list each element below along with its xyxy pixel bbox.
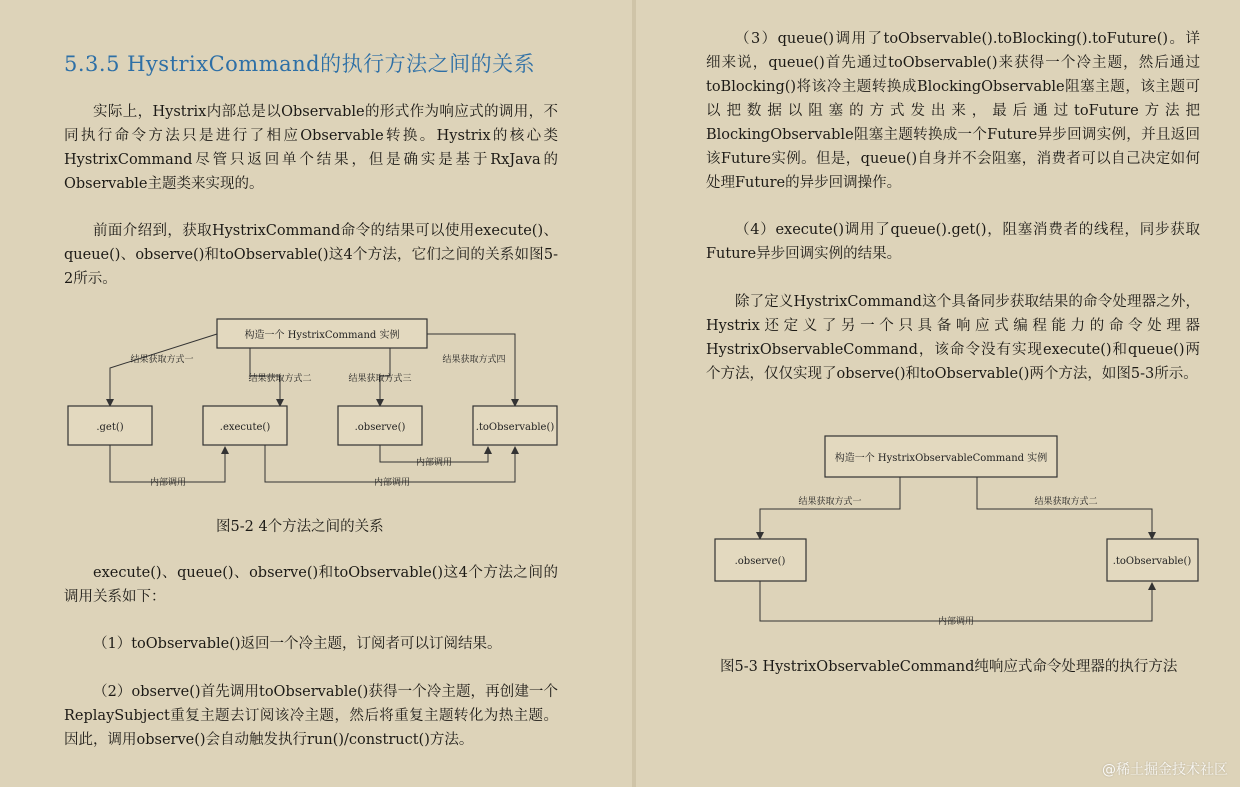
section-heading: 5.3.5 HystrixCommand的执行方法之间的关系 [64,52,536,76]
list-item-4: （4）execute()调用了queue().get()，阻塞消费者的线程，同步获取Future异步回调实例的结果。 [706,222,1200,262]
paragraph-intro: 实际上，Hystrix内部总是以Observable的形式作为响应式的调用，不同执行命令方法只是进行了相应Observable转换。Hystrix的核心类HystrixCommand尽管只返回单个结果，但是确实是基于RxJava的Observable主题类来实现的。 [64,104,558,192]
edge-label-3: 结果获取方式三 [348,374,412,384]
edge-label-1: 结果获取方式一 [130,355,194,365]
diagram2-box-toobservable-label: .toObservable() [1112,556,1192,567]
internal-call-label-3: 内部调用 [415,458,453,468]
diagram2-internal-call-label: 内部调用 [937,617,975,627]
diagram2-box-observe-label: .observe() [734,556,786,567]
paragraph-methods: 前面介绍到，获取HystrixCommand命令的结果可以使用execute()、queue()、observe()和toObservable()这4个方法，它们之间的关系如图5-2所示。 [64,223,558,287]
paragraph-observable-command: 除了定义HystrixCommand这个具备同步获取结果的命令处理器之外，Hystrix还定义了另一个只具备响应式编程能力的命令处理器HystrixObservableCommand，该命令没有实现execute()和queue()两个方法，仅仅实现了observe()和toObservable()两个方法，如图5-3所示。 [706,294,1200,382]
right-page [636,0,1240,787]
internal-call-label-2: 内部调用 [373,478,411,488]
figure-5-3-diagram [710,432,1202,632]
figure-5-2-caption: 图5-2 4个方法之间的关系 [216,519,384,535]
paragraph-call-relations: execute()、queue()、observe()和toObservable()这4个方法之间的调用关系如下： [64,565,558,605]
watermark: @稀土掘金技术社区 [1102,762,1228,778]
box-execute-label: .execute() [219,422,271,433]
internal-call-label-1: 内部调用 [149,478,187,488]
box-toobservable-label: .toObservable() [475,422,555,433]
list-item-2: （2）observe()首先调用toObservable()获得一个冷主题，再创建一个ReplaySubject重复主题去订阅该冷主题，然后将重复主题转化为热主题。因此，调用observe()会自动触发执行run()/construct()方法。 [64,684,558,748]
diagram2-edge-label-1: 结果获取方式一 [798,497,862,507]
box-observe-label: .observe() [354,422,406,433]
list-item-3: （3）queue()调用了toObservable().toBlocking().toFuture()。详细来说，queue()首先通过toObservable()来获得一个冷主题，然后通过toBlocking()将该冷主题转换成BlockingObservable阻塞主题，该主题可以把数据以阻塞的方式发出来，最后通过toFuture方法把BlockingObservable阻塞主题转换成一个Future异步回调实例，并且返回该Future实例。但是，queue()自身并不会阻塞，消费者可以自己决定如何处理Future的异步回调操作。 [706,31,1200,191]
figure-5-3-caption: 图5-3 HystrixObservableCommand纯响应式命令处理器的执行方法 [720,659,1178,675]
diagram-top-box-label: 构造一个 HystrixCommand 实例 [244,330,400,341]
edge-label-4: 结果获取方式四 [442,355,506,365]
diagram2-edge-label-2: 结果获取方式二 [1034,497,1098,507]
edge-label-2: 结果获取方式二 [248,374,312,384]
box-get-label: .get() [96,422,124,433]
diagram2-top-box-label: 构造一个 HystrixObservableCommand 实例 [834,453,1048,464]
figure-5-2-diagram [60,314,570,494]
list-item-1: （1）toObservable()返回一个冷主题，订阅者可以订阅结果。 [93,636,502,652]
